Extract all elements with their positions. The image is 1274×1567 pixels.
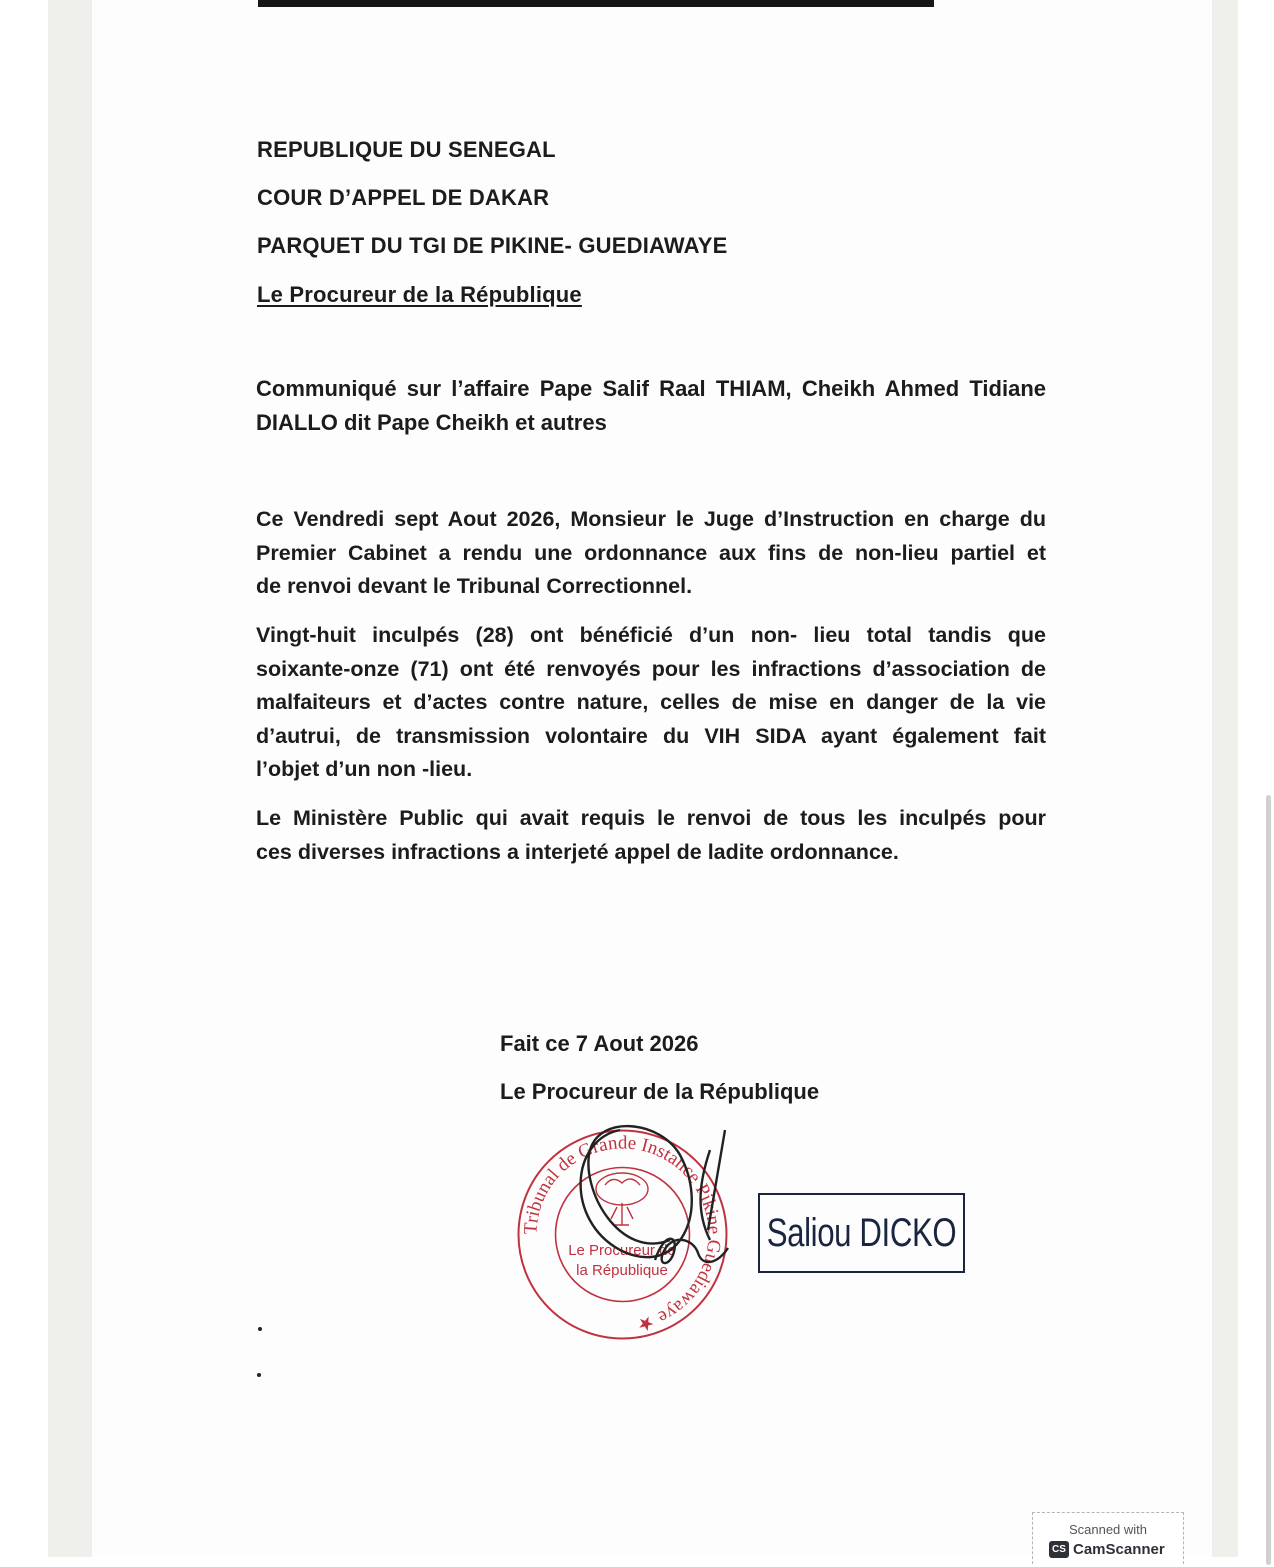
paragraph-line: Ce Vendredi sept Aout 2026, Monsieur le Juge d’Instruction en charge du	[256, 507, 1046, 531]
subject-line: Communiqué sur l’affaire Pape Salif Raal THIAM, Cheikh Ahmed Tidiane	[256, 376, 1046, 401]
header-court: COUR D’APPEL DE DAKAR	[257, 185, 550, 210]
top-rule	[258, 0, 934, 7]
signature-title: Le Procureur de la République	[500, 1079, 820, 1104]
paragraph-line: ces diverses infractions a interjeté appel de ladite ordonnance.	[256, 839, 899, 864]
signature-date: Fait ce 7 Aout 2026	[500, 1031, 699, 1056]
signatory-name: Saliou DICKO	[766, 1210, 957, 1255]
stamp-center-line1: Le Procureur de	[568, 1242, 676, 1259]
stamp-ring-text: Tribunal de Grande Instance Pikine Guediawaye ★	[520, 1132, 725, 1336]
left-margin	[0, 0, 48, 1567]
paragraph-line: Premier Cabinet a rendu une ordonnance aux fins de non-lieu partiel et	[256, 540, 1046, 565]
header-office: PARQUET DU TGI DE PIKINE- GUEDIAWAYE	[257, 233, 728, 258]
right-gutter	[1212, 0, 1238, 1557]
paragraph-3	[256, 802, 1046, 869]
paragraph-line: malfaiteurs et d’actes contre nature, celles de mise en danger de la vie	[256, 690, 1046, 714]
stray-mark	[257, 1373, 261, 1377]
subject	[256, 372, 1046, 439]
camscanner-watermark	[1032, 1512, 1184, 1564]
camscanner-logo-icon: CS	[1049, 1541, 1069, 1558]
stray-mark	[258, 1327, 262, 1331]
paragraph-2	[256, 619, 1046, 787]
stamp-center-line2: la République	[576, 1262, 668, 1279]
watermark-brand-row	[1049, 1541, 1165, 1558]
left-gutter	[48, 0, 92, 1557]
paragraph-line: l’objet d’un non -lieu.	[256, 757, 473, 781]
paragraph-line: d’autrui, de transmission volontaire du VIH SIDA ayant également fait	[256, 723, 1046, 748]
paragraph-line: Le Ministère Public qui avait requis le renvoi de tous les inculpés pour	[256, 806, 1046, 830]
header-country: REPUBLIQUE DU SENEGAL	[257, 137, 556, 162]
subject-line: DIALLO dit Pape Cheikh et autres	[256, 409, 607, 435]
paragraph-line: Vingt-huit inculpés (28) ont bénéficié d’un non- lieu total tandis que	[256, 623, 1046, 647]
signatory-name-box	[758, 1193, 965, 1273]
handwritten-signature	[560, 1110, 780, 1290]
paragraph-1	[256, 503, 1046, 604]
paragraph-line: de renvoi devant le Tribunal Correctionnel.	[256, 574, 693, 598]
paragraph-line: soixante-onze (71) ont été renvoyés pour les infractions d’association de	[256, 656, 1046, 681]
header-author: Le Procureur de la République	[257, 282, 582, 307]
scrollbar[interactable]	[1266, 795, 1271, 1565]
watermark-top-text: Scanned with	[1068, 1522, 1148, 1537]
watermark-brand: CamScanner	[1073, 1541, 1165, 1558]
